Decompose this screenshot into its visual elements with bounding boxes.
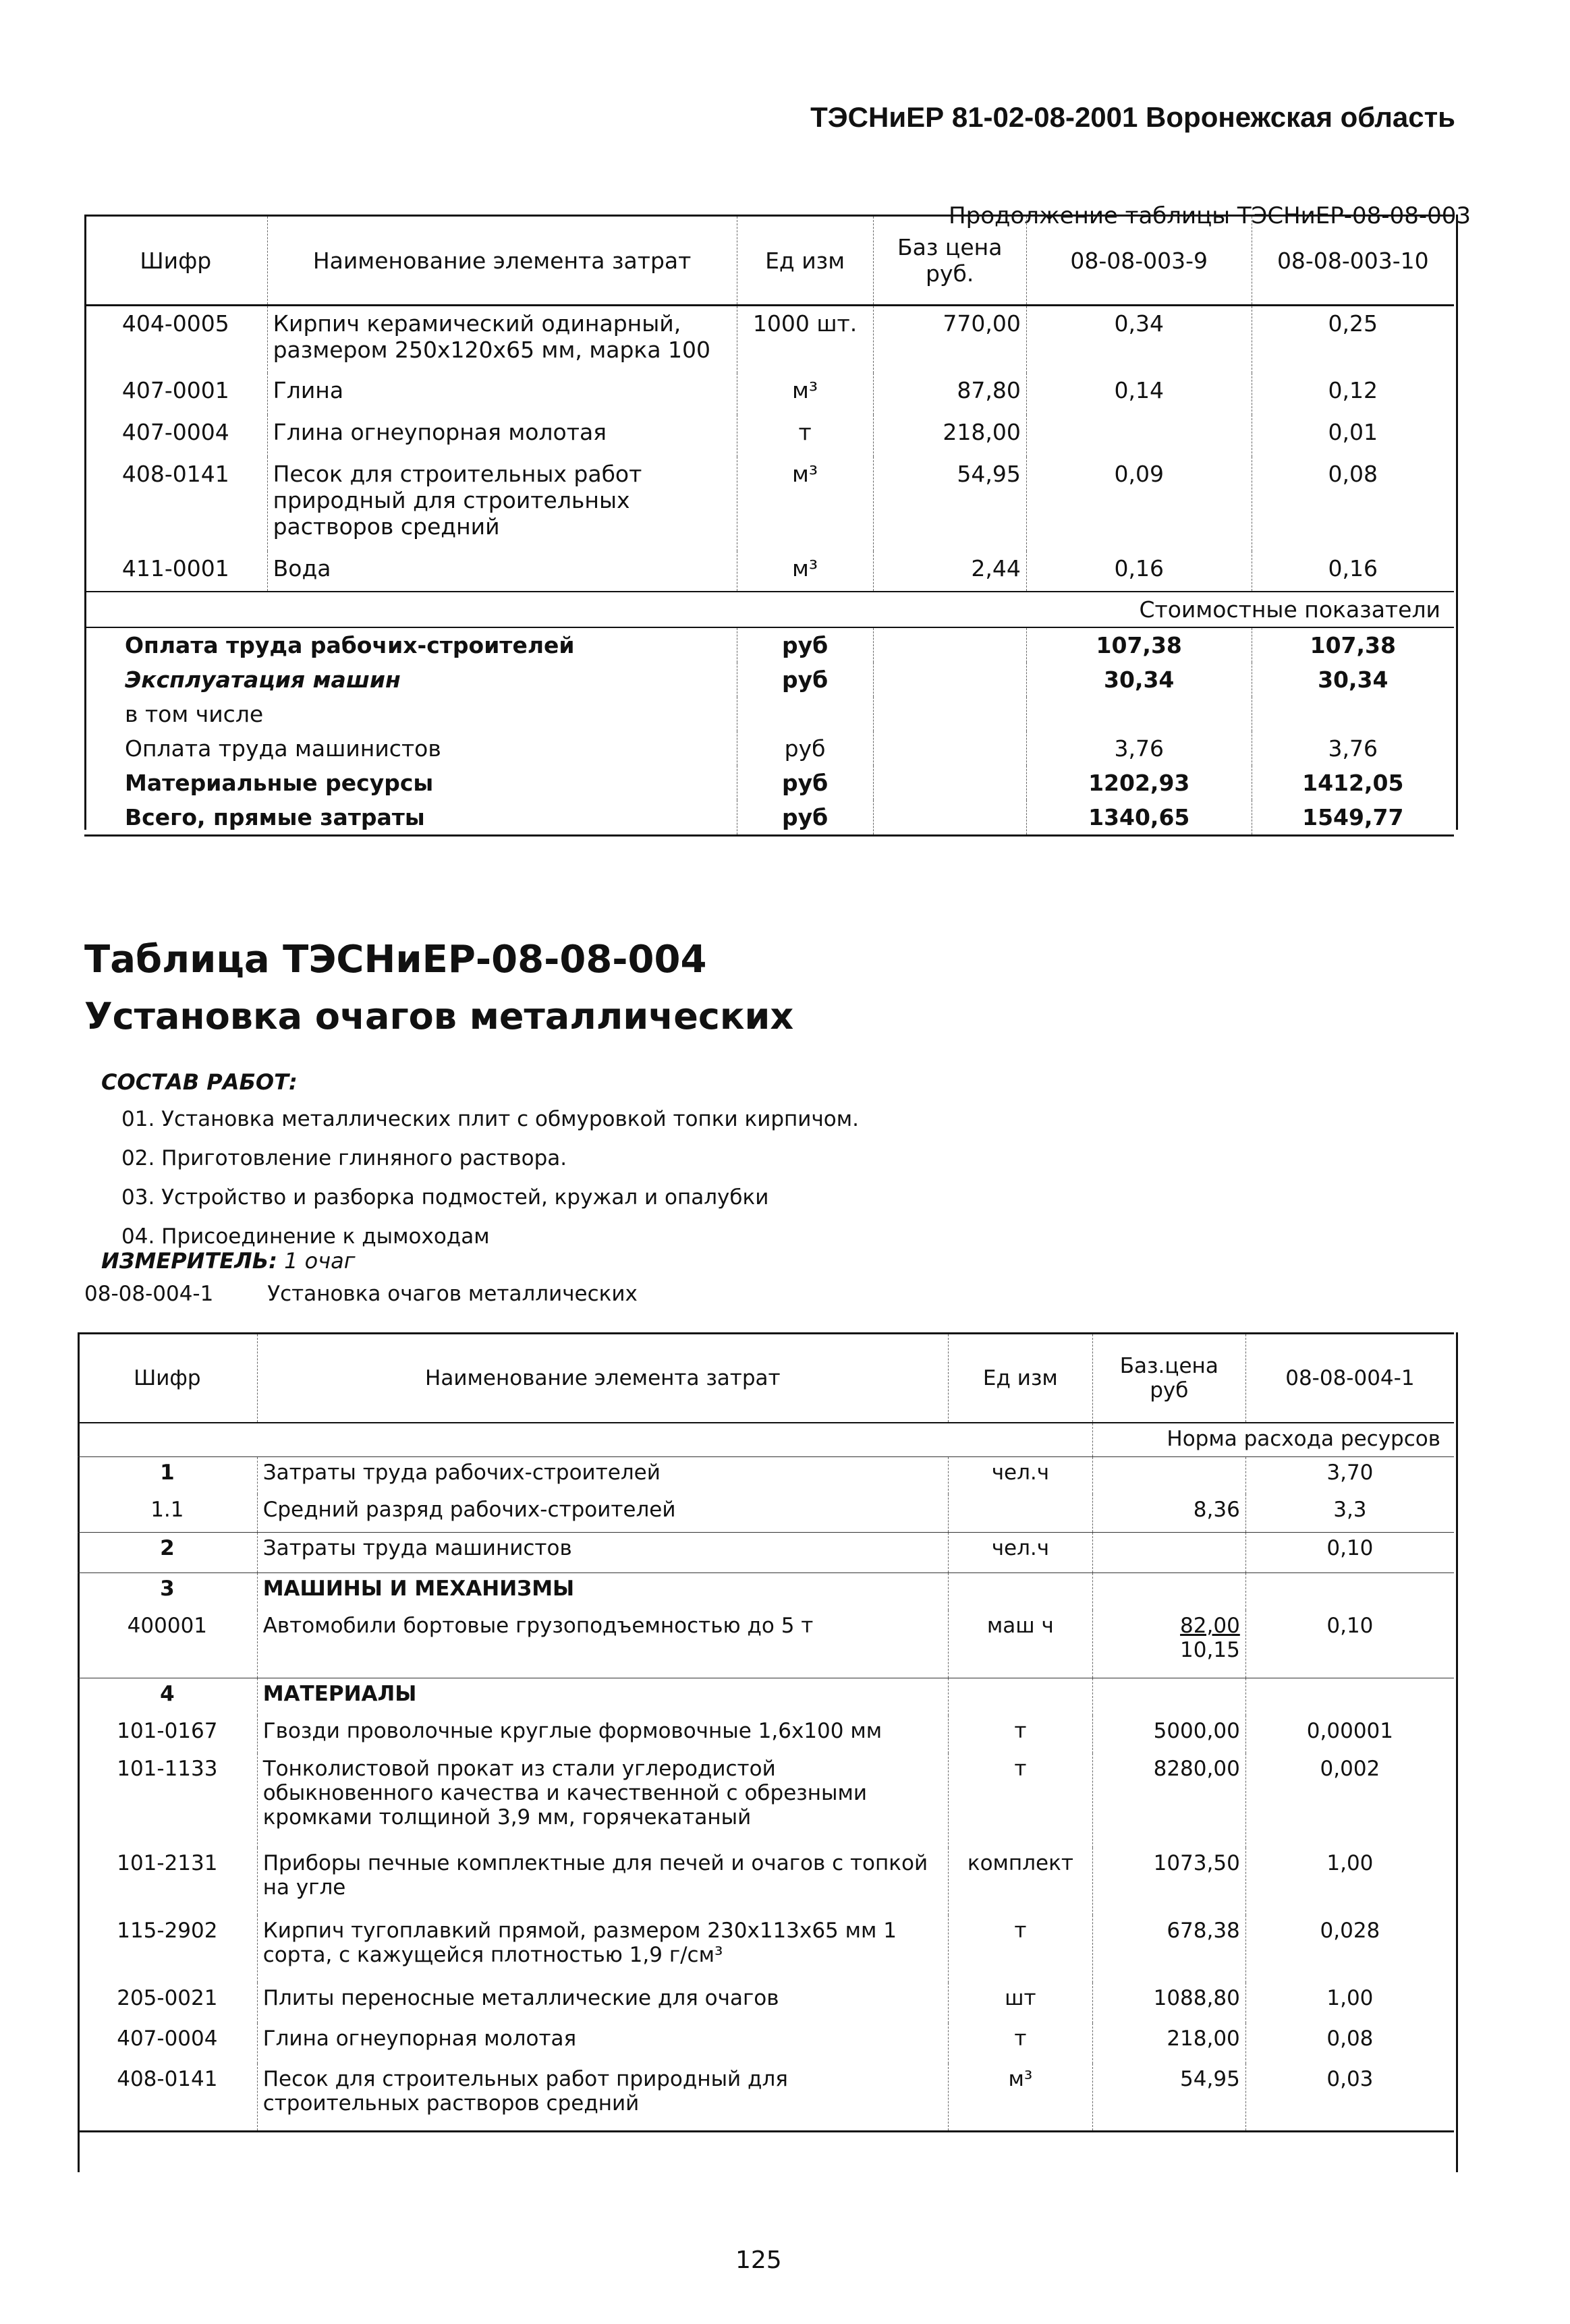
table-row <box>78 1915 1454 1983</box>
cost-row <box>84 662 1454 697</box>
row-price: 678,38 <box>1092 1915 1245 1983</box>
table-row <box>78 1753 1454 1848</box>
cost-name: Оплата труда рабочих-строителей <box>125 631 575 658</box>
cost-price <box>873 627 1026 662</box>
cost-name: Материальные ресурсы <box>125 769 434 796</box>
row-v1: 0,09 <box>1026 457 1252 551</box>
row-price: 87,80 <box>873 373 1026 415</box>
row-value: 0,028 <box>1245 1915 1454 1983</box>
col-value: 08-08-004-1 <box>1245 1334 1454 1423</box>
row-name: Плиты переносные металлические для очагов <box>257 1983 948 2023</box>
meter-label: ИЗМЕРИТЕЛЬ: <box>101 1248 277 1274</box>
cost-v2: 30,34 <box>1252 662 1454 697</box>
cost-unit: руб <box>737 800 873 836</box>
row-value <box>1245 1572 1454 1610</box>
row-code: 407-0004 <box>117 2027 218 2051</box>
cost-v1: 3,76 <box>1026 731 1252 766</box>
norm-caption: Норма расхода ресурсов <box>1092 1423 1454 1456</box>
works-list <box>121 1100 859 1256</box>
row-value: 1,00 <box>1245 1848 1454 1915</box>
cost-v1: 1340,65 <box>1026 800 1252 836</box>
table-row <box>78 1678 1454 1716</box>
row-value: 3,70 <box>1245 1456 1454 1494</box>
cost-row <box>84 731 1454 766</box>
row-code: 101-0167 <box>117 1719 218 1743</box>
col-price: Баз цена руб. <box>873 216 1026 306</box>
row-unit <box>948 1678 1092 1716</box>
row-code: 101-2131 <box>117 1851 218 1875</box>
row-code: 1 <box>160 1460 175 1485</box>
cost-caption-row <box>84 592 1454 627</box>
row-code: 411-0001 <box>84 551 267 592</box>
cost-v1: 107,38 <box>1026 627 1252 662</box>
row-price <box>1092 1572 1245 1610</box>
row-name: Автомобили бортовые грузоподъемностью до 5 т <box>257 1610 948 1678</box>
table-row <box>78 2023 1454 2064</box>
row-price: 8280,00 <box>1092 1753 1245 1848</box>
col-code: Шифр <box>84 216 267 306</box>
section-title: Таблица ТЭСНиЕР-08-08-004 <box>84 938 707 982</box>
row-unit: чел.ч <box>948 1532 1092 1572</box>
table-row <box>78 1848 1454 1915</box>
row-name: Затраты труда машинистов <box>257 1532 948 1572</box>
table-row <box>78 1610 1454 1678</box>
row-code: 205-0021 <box>117 1986 218 2010</box>
cost-price <box>873 766 1026 800</box>
cost-price <box>873 800 1026 836</box>
table-row <box>78 1983 1454 2023</box>
price-main: 82,00 <box>1180 1614 1240 1638</box>
page-number: 125 <box>735 2246 782 2274</box>
row-name: Песок для строительных работ природный для строительных растворов средний <box>257 2064 948 2131</box>
row-unit: т <box>948 2023 1092 2064</box>
row-name: Вода <box>267 551 737 592</box>
row-price: 5000,00 <box>1092 1716 1245 1753</box>
col-unit: Ед изм <box>737 216 873 306</box>
cost-price <box>873 731 1026 766</box>
row-code: 3 <box>78 1572 257 1610</box>
norm-caption-spacer <box>78 1423 1092 1456</box>
row-value: 0,10 <box>1245 1610 1454 1678</box>
row-code: 2 <box>78 1532 257 1572</box>
section-subtitle: Установка очагов металлических <box>84 995 794 1038</box>
col-v1: 08-08-003-9 <box>1026 216 1252 306</box>
cost-v2 <box>1252 697 1454 731</box>
cost-name: Всего, прямые затраты <box>84 800 737 836</box>
cost-v2: 3,76 <box>1252 731 1454 766</box>
row-price <box>1092 1678 1245 1716</box>
cost-row <box>84 627 1454 662</box>
row-unit <box>948 1572 1092 1610</box>
row-v2: 0,12 <box>1252 373 1454 415</box>
row-v2: 0,01 <box>1252 415 1454 457</box>
row-v1: 0,14 <box>1026 373 1252 415</box>
table-row <box>78 2064 1454 2131</box>
works-label: СОСТАВ РАБОТ: <box>101 1069 298 1095</box>
row-unit: м³ <box>737 373 873 415</box>
row-name: МАШИНЫ И МЕХАНИЗМЫ <box>257 1572 948 1610</box>
list-item: 01. Установка металлических плит с обмуровкой топки кирпичом. <box>121 1107 859 1131</box>
row-unit: т <box>737 415 873 457</box>
cost-name: в том числе <box>125 700 264 727</box>
row-unit: 1000 шт. <box>737 306 873 373</box>
cost-row <box>84 697 1454 731</box>
table2-header-row <box>78 1334 1454 1423</box>
row-unit: м³ <box>948 2064 1092 2131</box>
row-value: 0,08 <box>1245 2023 1454 2064</box>
row-name: Гвозди проволочные круглые формовочные 1,6х100 мм <box>257 1716 948 1753</box>
col-name: Наименование элемента затрат <box>257 1334 948 1423</box>
row-price: 54,95 <box>1092 2064 1245 2131</box>
row-value: 0,10 <box>1245 1532 1454 1572</box>
meter-value: 1 очаг <box>284 1248 356 1274</box>
table-row <box>78 1572 1454 1610</box>
cost-price <box>873 697 1026 731</box>
table1-caption: Продолжение таблицы ТЭСНиЕР-08-08-003 <box>949 202 1471 229</box>
row-code: 407-0004 <box>121 418 229 445</box>
table-row <box>84 415 1454 457</box>
row-unit: м³ <box>737 457 873 551</box>
table1-header-row <box>84 216 1454 306</box>
cost-price <box>873 662 1026 697</box>
cost-row <box>84 800 1454 836</box>
row-v1 <box>1026 415 1252 457</box>
row-name: Затраты труда рабочих-строителей <box>257 1456 948 1494</box>
row-value: 0,00001 <box>1245 1716 1454 1753</box>
cost-unit <box>737 697 873 731</box>
cost-v2: 1412,05 <box>1252 766 1454 800</box>
row-code: 407-0001 <box>121 376 229 403</box>
row-value: 0,03 <box>1245 2064 1454 2131</box>
cost-name: Эксплуатация машин <box>125 666 401 693</box>
cost-name: Оплата труда машинистов <box>125 735 441 762</box>
row-unit: чел.ч <box>948 1456 1092 1494</box>
col-v2: 08-08-003-10 <box>1252 216 1454 306</box>
row-price <box>1092 1456 1245 1494</box>
cost-v1: 1202,93 <box>1026 766 1252 800</box>
col-name: Наименование элемента затрат <box>267 216 737 306</box>
cost-row <box>84 766 1454 800</box>
row-price: 770,00 <box>873 306 1026 373</box>
meter <box>101 1248 356 1274</box>
row-unit: м³ <box>737 551 873 592</box>
table-row <box>84 457 1454 551</box>
row-code: 400001 <box>127 1614 208 1638</box>
row-name: Глина <box>267 373 737 415</box>
row-name: Кирпич тугоплавкий прямой, размером 230х113х65 мм 1 сорта, с кажущейся плотностью 1,9 г/см³ <box>257 1915 948 1983</box>
row-unit: т <box>948 1716 1092 1753</box>
row-code: 101-1133 <box>117 1757 218 1781</box>
document-header: ТЭСНиЕР 81-02-08-2001 Воронежская область <box>810 101 1455 133</box>
norm-code: 08-08-004-1 <box>84 1282 214 1306</box>
cost-v2: 107,38 <box>1252 627 1454 662</box>
table-row <box>78 1494 1454 1532</box>
cost-caption: Стоимостные показатели <box>84 592 1454 627</box>
cost-unit: руб <box>737 662 873 697</box>
row-price: 218,00 <box>1092 2023 1245 2064</box>
row-v2: 0,08 <box>1252 457 1454 551</box>
norm-caption-row <box>78 1423 1454 1456</box>
row-value: 3,3 <box>1245 1494 1454 1532</box>
row-price <box>1092 1610 1245 1678</box>
list-item: 04. Присоединение к дымоходам <box>121 1224 490 1249</box>
row-code: 404-0005 <box>121 310 229 337</box>
list-item: 03. Устройство и разборка подмостей, кружал и опалубки <box>121 1185 769 1210</box>
table-row <box>78 1456 1454 1494</box>
row-value <box>1245 1678 1454 1716</box>
code-line <box>84 1282 638 1306</box>
table1 <box>84 215 1454 837</box>
table-row <box>84 373 1454 415</box>
cost-unit: руб <box>737 731 873 766</box>
row-v2: 0,16 <box>1252 551 1454 592</box>
row-unit <box>948 1494 1092 1532</box>
row-v1: 0,34 <box>1026 306 1252 373</box>
cost-v2: 1549,77 <box>1252 800 1454 836</box>
row-name: Песок для строительных работ природный для строительных растворов средний <box>267 457 737 551</box>
row-v1: 0,16 <box>1026 551 1252 592</box>
row-name: Средний разряд рабочих-строителей <box>257 1494 948 1532</box>
row-price: 1088,80 <box>1092 1983 1245 2023</box>
row-name: Глина огнеупорная молотая <box>257 2023 948 2064</box>
table-row <box>84 306 1454 373</box>
row-value: 1,00 <box>1245 1983 1454 2023</box>
row-price: 54,95 <box>873 457 1026 551</box>
row-price <box>1092 1532 1245 1572</box>
row-price: 218,00 <box>873 415 1026 457</box>
row-code: 408-0141 <box>121 460 229 487</box>
col-price: Баз.цена руб <box>1092 1334 1245 1423</box>
row-name: МАТЕРИАЛЫ <box>257 1678 948 1716</box>
col-code: Шифр <box>78 1334 257 1423</box>
row-unit: шт <box>948 1983 1092 2023</box>
cost-unit: руб <box>737 627 873 662</box>
cost-v1: 30,34 <box>1026 662 1252 697</box>
cost-v1 <box>1026 697 1252 731</box>
table-row <box>78 1716 1454 1753</box>
row-name: Тонколистовой прокат из стали углеродистой обыкновенного качества и качественной с обрезными кромками толщиной 3,9 мм, горячекатаный <box>257 1753 948 1848</box>
row-price: 2,44 <box>873 551 1026 592</box>
row-code: 115-2902 <box>117 1919 218 1943</box>
row-unit: т <box>948 1915 1092 1983</box>
row-code: 408-0141 <box>78 2064 257 2131</box>
row-name: Глина огнеупорная молотая <box>267 415 737 457</box>
row-code: 1.1 <box>150 1498 184 1522</box>
list-item: 02. Приготовление глиняного раствора. <box>121 1146 567 1170</box>
row-unit: маш ч <box>948 1610 1092 1678</box>
row-code: 4 <box>78 1678 257 1716</box>
cost-unit: руб <box>737 766 873 800</box>
price-secondary: 10,15 <box>1180 1638 1240 1662</box>
table-row <box>84 551 1454 592</box>
row-name: Кирпич керамический одинарный, размером 250х120х65 мм, марка 100 <box>267 306 737 373</box>
row-v2: 0,25 <box>1252 306 1454 373</box>
table-row <box>78 1532 1454 1572</box>
table2 <box>78 1332 1454 2132</box>
row-unit: т <box>948 1753 1092 1848</box>
norm-code-name: Установка очагов металлических <box>267 1282 638 1306</box>
row-price: 8,36 <box>1092 1494 1245 1532</box>
col-unit: Ед изм <box>948 1334 1092 1423</box>
row-name: Приборы печные комплектные для печей и очагов с топкой на угле <box>257 1848 948 1915</box>
row-value: 0,002 <box>1245 1753 1454 1848</box>
row-price: 1073,50 <box>1092 1848 1245 1915</box>
row-unit: комплект <box>948 1848 1092 1915</box>
